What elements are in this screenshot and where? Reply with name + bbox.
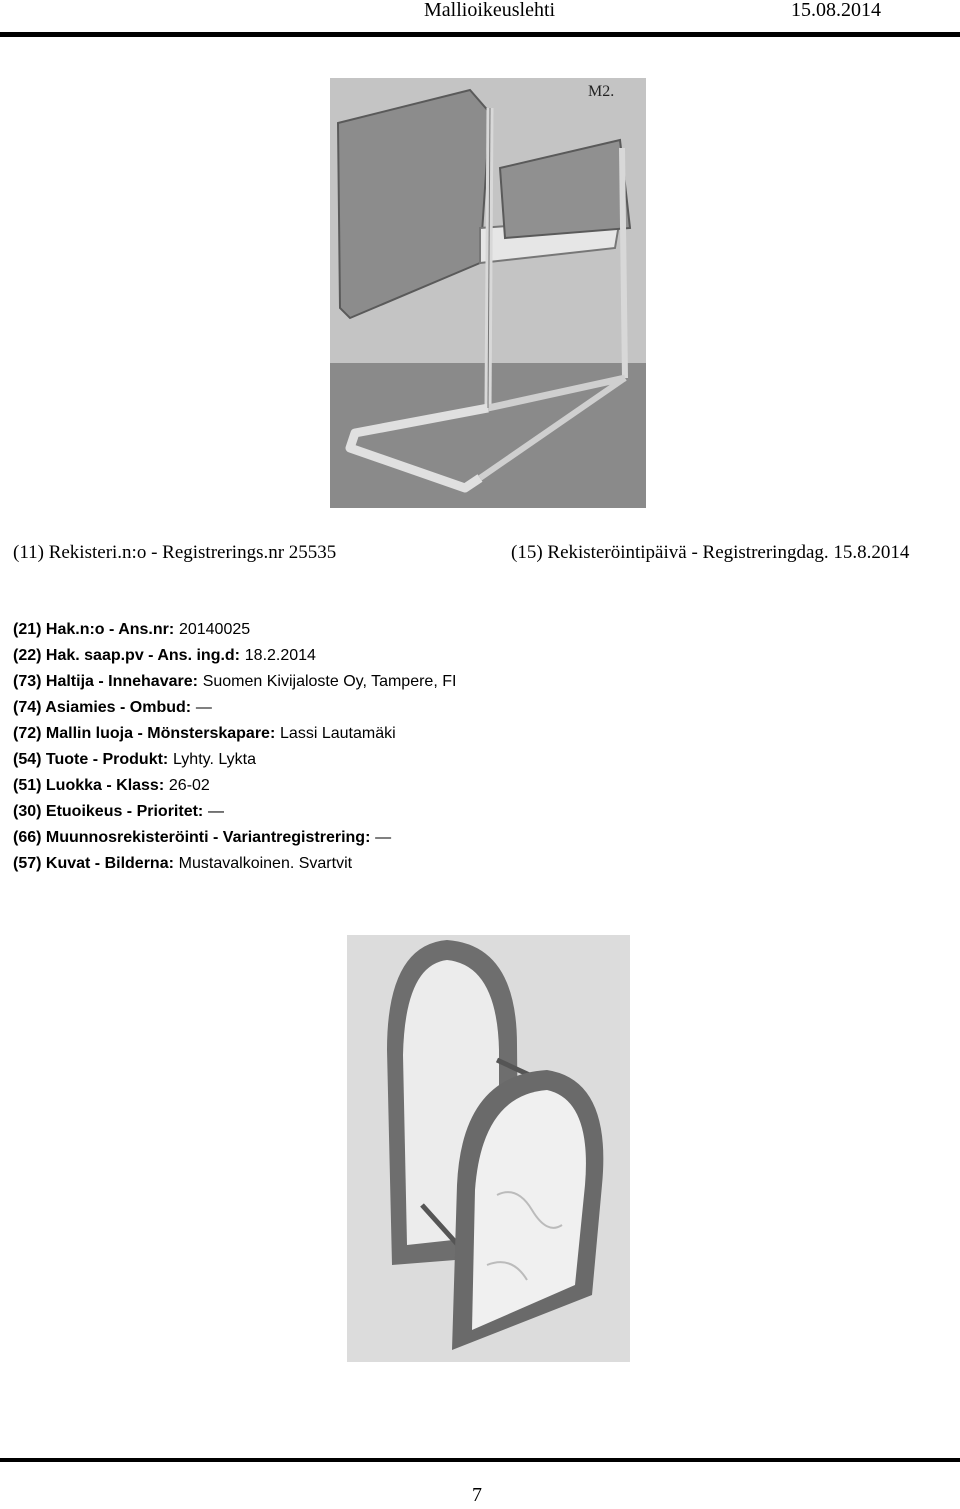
field-label: (73) Haltija - Innehavare: [13, 673, 198, 690]
field-value: — [375, 829, 392, 846]
field-images [13, 852, 352, 875]
field-product [13, 748, 256, 771]
lantern-photo-icon [347, 935, 630, 1362]
registration-number: (11) Rekisteri.n:o - Registrerings.nr 25535 [13, 542, 337, 563]
field-label: (66) Muunnosrekisteröinti - Variantregistrering: [13, 829, 371, 846]
field-value: Mustavalkoinen. Svartvit [178, 855, 353, 872]
field-label: (74) Asiamies - Ombud: [13, 699, 192, 716]
field-class [13, 774, 210, 797]
field-label: (22) Hak. saap.pv - Ans. ing.d: [13, 647, 241, 664]
publication-date: 15.08.2014 [791, 0, 881, 21]
field-label: (30) Etuoikeus - Prioritet: [13, 803, 204, 820]
field-value: — [195, 699, 212, 716]
field-application-number [13, 618, 250, 641]
footer-rule [0, 1458, 960, 1462]
page-header [0, 0, 960, 36]
image-label: M2. [588, 83, 615, 100]
field-label: (57) Kuvat - Bilderna: [13, 855, 174, 872]
field-value: 20140025 [178, 621, 251, 638]
registration-date: (15) Rekisteröintipäivä - Registreringdag. 15.8.2014 [511, 542, 910, 563]
field-label: (51) Luokka - Klass: [13, 777, 165, 794]
chair-drawing [330, 78, 646, 508]
field-value: 18.2.2014 [244, 647, 316, 664]
field-holder [13, 670, 456, 693]
field-value: 26-02 [168, 777, 210, 794]
field-label: (54) Tuote - Produkt: [13, 751, 169, 768]
field-label: (21) Hak.n:o - Ans.nr: [13, 621, 175, 638]
field-designer [13, 722, 396, 745]
lantern-drawing [347, 935, 630, 1362]
field-priority [13, 800, 224, 823]
header-rule [0, 32, 960, 37]
field-variant-registration [13, 826, 391, 849]
field-value: Lyhty. Lykta [173, 751, 256, 768]
field-agent [13, 696, 212, 719]
field-value: Suomen Kivijaloste Oy, Tampere, FI [202, 673, 457, 690]
chair-photo-icon [330, 78, 646, 508]
field-label: (72) Mallin luoja - Mönsterskapare: [13, 725, 276, 742]
field-value: — [208, 803, 224, 820]
field-filing-date [13, 644, 316, 667]
publication-title: Mallioikeuslehti [424, 0, 556, 21]
field-value: Lassi Lautamäki [280, 725, 396, 742]
page-number: 7 [472, 1484, 482, 1506]
